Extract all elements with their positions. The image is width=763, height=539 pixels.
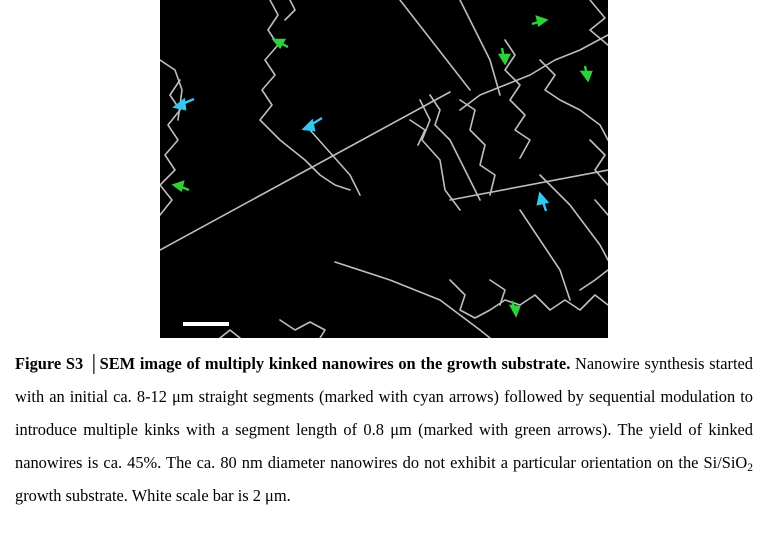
caption-body-2: growth substrate. White scale bar is 2 μm. xyxy=(15,486,291,505)
caption-separator: │ xyxy=(87,354,100,373)
figure-title: SEM image of multiply kinked nanowires on the growth substrate. xyxy=(99,354,571,373)
scale-bar xyxy=(183,322,229,326)
figure-caption xyxy=(15,347,753,512)
caption-body-1: Nanowire synthesis started with an initial ca. 8-12 μm straight segments (marked with cyan arrows) followed by sequential modulation to introduce multiple kinks with a segment length of 0.8 μm (marked with green arrows). The yield of kinked nanowires is ca. 45%. The ca. 80 nm diameter nanowires do not exhibit a particular orientation on the Si/SiO xyxy=(15,354,753,472)
figure-label: Figure S3 xyxy=(15,354,84,373)
caption-subscript: 2 xyxy=(747,461,753,474)
sem-image xyxy=(160,0,608,338)
